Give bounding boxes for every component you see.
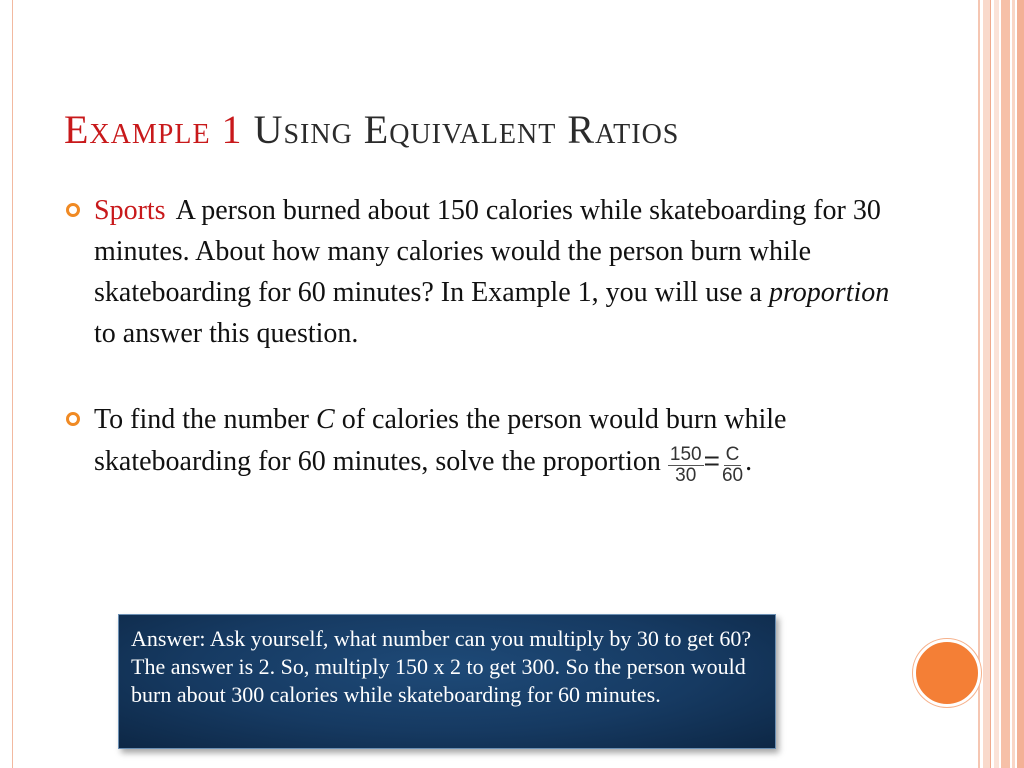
- sentence-period: .: [745, 446, 753, 477]
- bullet-text: of calories the person would burn while skateboarding for 60 minutes, solve the proportion: [94, 404, 787, 477]
- fraction-numerator: 150: [669, 444, 702, 466]
- bullet-emphasis: proportion: [768, 277, 890, 308]
- fraction-right: [720, 445, 745, 486]
- fraction-left: [668, 445, 704, 486]
- bullet-ring-icon: [66, 412, 80, 426]
- bullet-lead: Sports: [94, 195, 166, 226]
- right-border-stripe: [990, 0, 991, 768]
- decorative-circle-icon: [913, 639, 981, 707]
- left-border-line: [12, 0, 13, 768]
- right-border-stripe: [983, 0, 990, 768]
- title-topic: Using Equivalent Ratios: [253, 107, 680, 152]
- bullet-list: [64, 190, 894, 487]
- bullet-text: A person burned about 150 calories while skateboarding for 30 minutes. About how many calories would the person burn while skateboarding for 60 minutes? In Example 1, you will use a: [94, 195, 881, 308]
- bullet-find-number: [64, 399, 894, 487]
- right-border-stripe: [1012, 0, 1015, 768]
- equals-sign: =: [703, 445, 720, 476]
- example-label: Example 1: [64, 107, 243, 152]
- right-border-stripe: [994, 0, 999, 768]
- right-border-stripe: [978, 0, 980, 768]
- bullet-ring-icon: [66, 203, 80, 217]
- bullet-text: to answer this question.: [94, 318, 359, 349]
- answer-text: Answer: Ask yourself, what number can you multiply by 30 to get 60? The answer is 2. So, multiply 150 x 2 to get 300. So the person would burn about 300 calories while skateboarding for 60 minutes.: [131, 626, 752, 707]
- bullet-sports: [64, 190, 894, 354]
- fraction-denominator: 60: [721, 465, 744, 487]
- right-border-stripe: [1017, 0, 1024, 768]
- answer-box: [118, 614, 776, 749]
- right-border-stripe: [1001, 0, 1010, 768]
- slide-title: [64, 106, 679, 153]
- bullet-text: To find the number: [94, 404, 316, 435]
- fraction-numerator: C: [725, 444, 740, 466]
- fraction-denominator: 30: [675, 465, 697, 487]
- variable-c: C: [316, 404, 335, 435]
